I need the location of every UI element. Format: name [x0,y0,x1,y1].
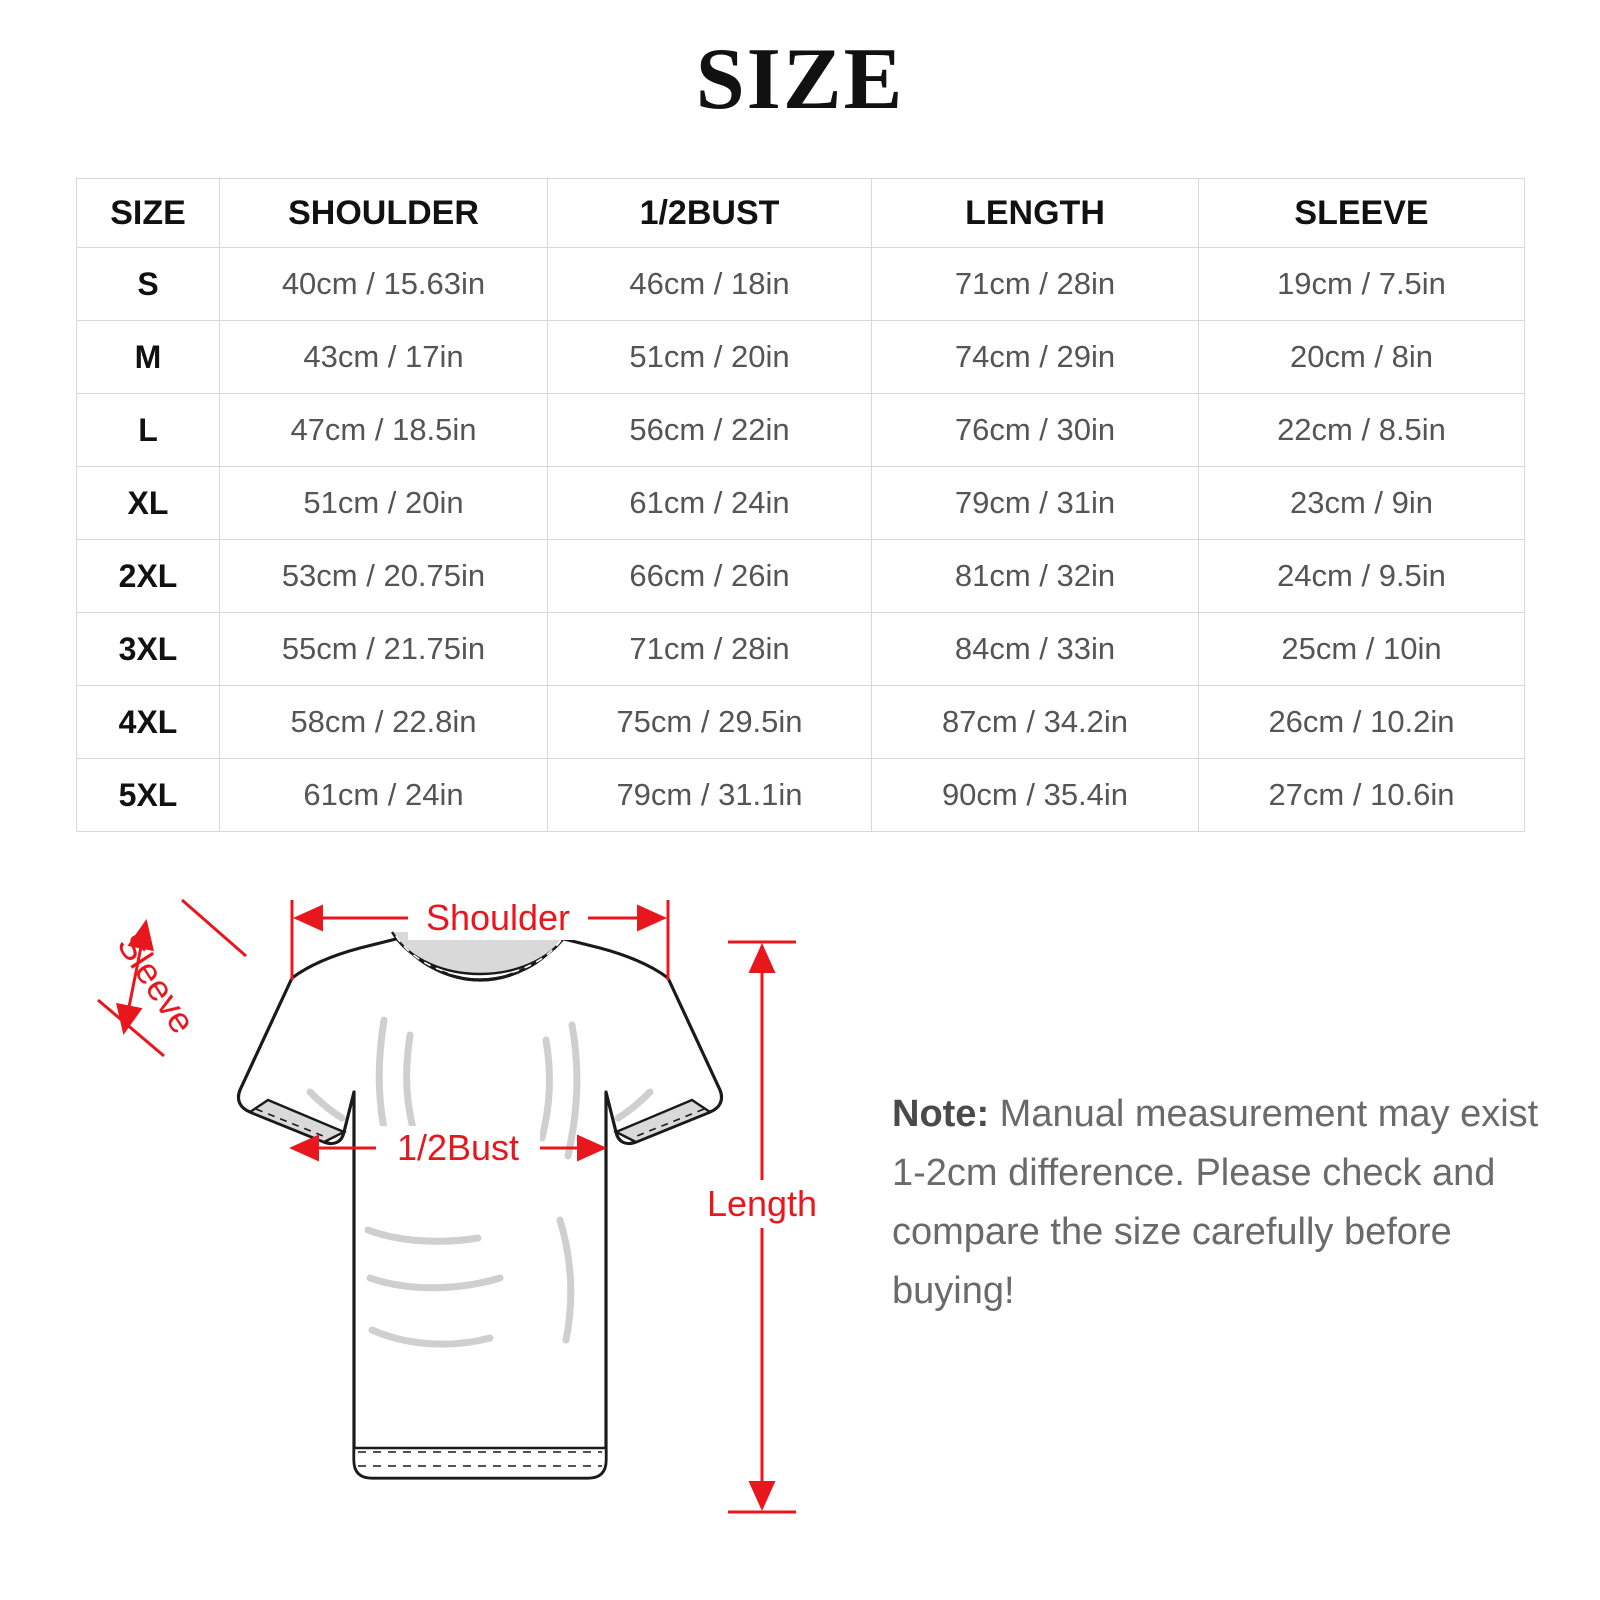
cell-half-bust: 71cm / 28in [548,613,872,686]
cell-half-bust: 66cm / 26in [548,540,872,613]
column-header-half-bust: 1/2BUST [548,179,872,248]
cell-length: 71cm / 28in [872,248,1199,321]
table-row [77,467,1525,540]
cell-shoulder: 47cm / 18.5in [220,394,548,467]
cell-shoulder: 53cm / 20.75in [220,540,548,613]
cell-sleeve: 26cm / 10.2in [1199,686,1525,759]
cell-half-bust: 61cm / 24in [548,467,872,540]
table-row [77,686,1525,759]
cell-sleeve: 25cm / 10in [1199,613,1525,686]
cell-size: 3XL [77,613,220,686]
cell-size: 5XL [77,759,220,832]
tshirt-measurement-diagram [60,860,860,1560]
tshirt-illustration [238,932,721,1478]
cell-size: 2XL [77,540,220,613]
cell-sleeve: 22cm / 8.5in [1199,394,1525,467]
table-row [77,394,1525,467]
cell-half-bust: 56cm / 22in [548,394,872,467]
cell-sleeve: 20cm / 8in [1199,321,1525,394]
cell-sleeve: 27cm / 10.6in [1199,759,1525,832]
sleeve-label: Sleeve [109,925,204,1041]
table-row [77,613,1525,686]
cell-sleeve: 23cm / 9in [1199,467,1525,540]
cell-sleeve: 24cm / 9.5in [1199,540,1525,613]
cell-length: 90cm / 35.4in [872,759,1199,832]
cell-half-bust: 51cm / 20in [548,321,872,394]
column-header-shoulder: SHOULDER [220,179,548,248]
cell-length: 79cm / 31in [872,467,1199,540]
cell-shoulder: 51cm / 20in [220,467,548,540]
note-label: Note: [892,1093,990,1135]
half-bust-label: 1/2Bust [396,1127,520,1168]
cell-size: XL [77,467,220,540]
page-title: SIZE [695,31,905,128]
cell-shoulder: 55cm / 21.75in [220,613,548,686]
note-text: Manual measurement may exist 1-2cm difference. Please check and compare the size carefully before buying! [892,1093,1539,1312]
cell-shoulder: 61cm / 24in [220,759,548,832]
length-dimension [700,942,826,1512]
cell-shoulder: 43cm / 17in [220,321,548,394]
cell-size: S [77,248,220,321]
table-header-row [77,179,1525,248]
cell-length: 87cm / 34.2in [872,686,1199,759]
table-row [77,759,1525,832]
cell-size: M [77,321,220,394]
table-row [77,248,1525,321]
table-row [77,540,1525,613]
shoulder-label: Shoulder [425,897,571,938]
cell-length: 74cm / 29in [872,321,1199,394]
size-chart-table [76,178,1525,832]
cell-size: L [77,394,220,467]
column-header-sleeve: SLEEVE [1199,179,1525,248]
column-header-length: LENGTH [872,179,1199,248]
cell-length: 76cm / 30in [872,394,1199,467]
cell-sleeve: 19cm / 7.5in [1199,248,1525,321]
cell-length: 81cm / 32in [872,540,1199,613]
cell-half-bust: 46cm / 18in [548,248,872,321]
measurement-note [892,1085,1552,1321]
cell-length: 84cm / 33in [872,613,1199,686]
cell-half-bust: 79cm / 31.1in [548,759,872,832]
column-header-size: SIZE [77,179,220,248]
sleeve-dimension [98,900,246,1056]
cell-half-bust: 75cm / 29.5in [548,686,872,759]
table-row [77,321,1525,394]
cell-size: 4XL [77,686,220,759]
cell-shoulder: 40cm / 15.63in [220,248,548,321]
cell-shoulder: 58cm / 22.8in [220,686,548,759]
length-label: Length [706,1183,818,1224]
